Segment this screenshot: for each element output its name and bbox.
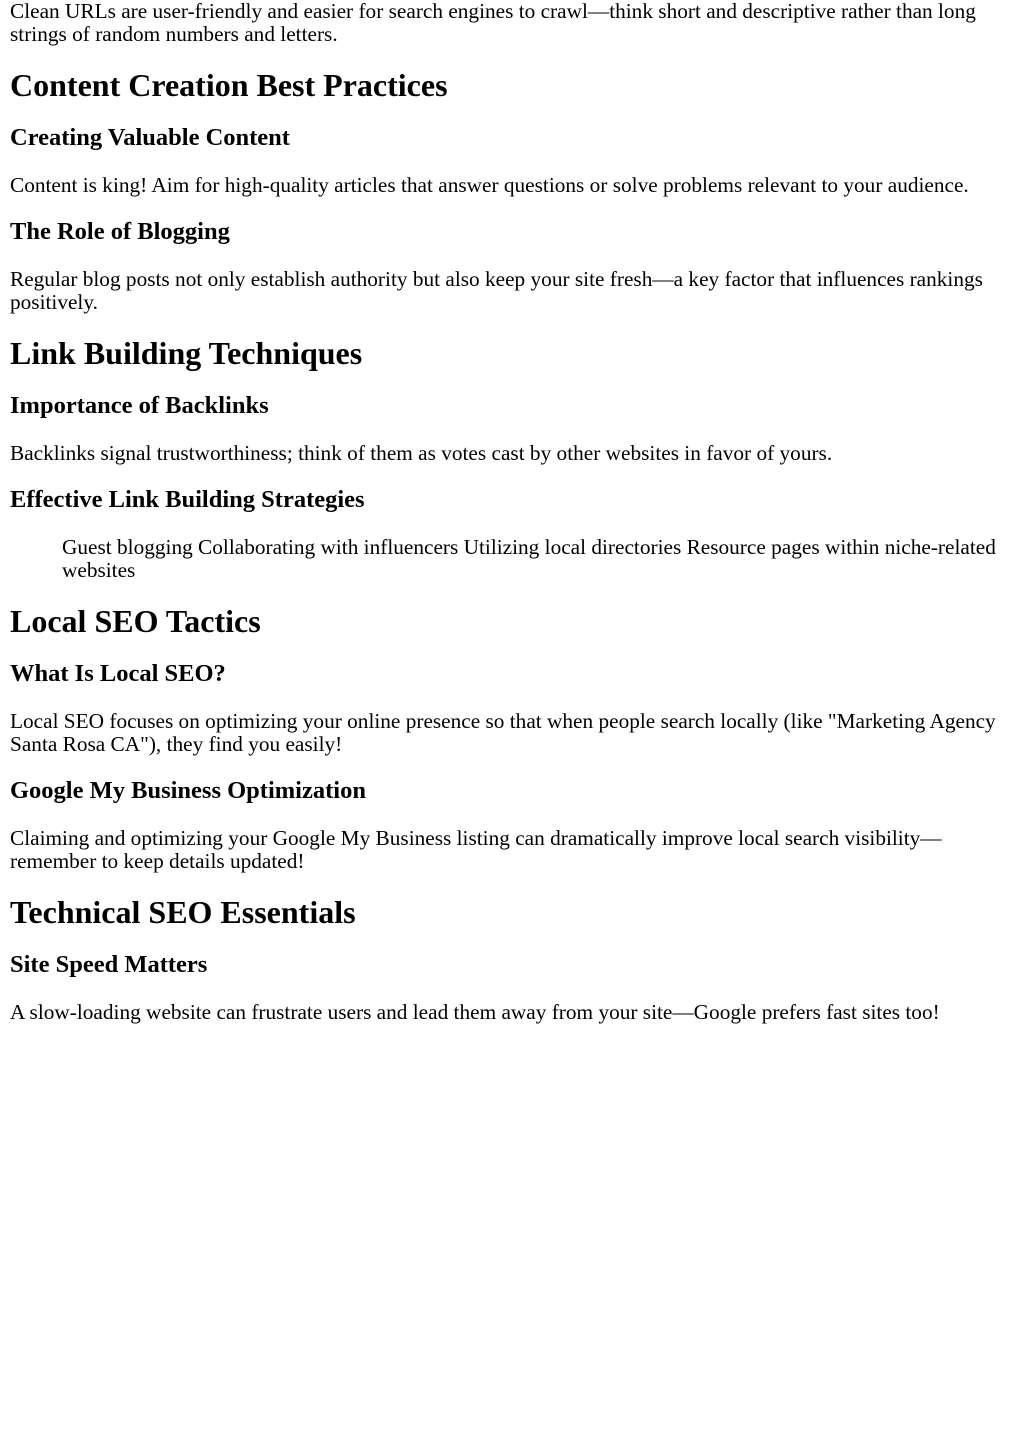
- subsection-heading-link-building-strategies: Effective Link Building Strategies: [10, 486, 365, 513]
- paragraph-creating-valuable-content: Content is king! Aim for high-quality articles that answer questions or solve problems relevant to your audience.: [10, 173, 969, 197]
- subsection-heading-google-my-business: Google My Business Optimization: [10, 777, 366, 804]
- section-heading-link-building: Link Building Techniques: [10, 335, 363, 371]
- subsection-heading-role-of-blogging: The Role of Blogging: [10, 218, 230, 245]
- strategies-blockquote: Guest blogging Collaborating with influencers Utilizing local directories Resource pages within niche-related websites: [62, 535, 996, 582]
- subsection-heading-importance-of-backlinks: Importance of Backlinks: [10, 392, 269, 419]
- section-heading-content-creation: Content Creation Best Practices: [10, 67, 448, 103]
- paragraph-google-my-business: Claiming and optimizing your Google My Business listing can dramatically improve local search visibility—remember to keep details updated!: [10, 826, 942, 873]
- subsection-heading-what-is-local-seo: What Is Local SEO?: [10, 660, 226, 687]
- paragraph-importance-of-backlinks: Backlinks signal trustworthiness; think of them as votes cast by other websites in favor of yours.: [10, 441, 833, 465]
- paragraph-site-speed: A slow-loading website can frustrate users and lead them away from your site—Google prefers fast sites too!: [10, 1000, 940, 1024]
- paragraph-what-is-local-seo: Local SEO focuses on optimizing your online presence so that when people search locally (like "Marketing Agency Santa Rosa CA"), they find you easily!: [10, 709, 996, 756]
- subsection-heading-site-speed: Site Speed Matters: [10, 951, 208, 978]
- subsection-heading-creating-valuable-content: Creating Valuable Content: [10, 124, 290, 151]
- section-heading-technical-seo: Technical SEO Essentials: [10, 894, 356, 930]
- intro-paragraph: Clean URLs are user-friendly and easier for search engines to crawl—think short and descriptive rather than long strings of random numbers and letters.: [10, 0, 976, 46]
- section-heading-local-seo: Local SEO Tactics: [10, 603, 261, 639]
- paragraph-role-of-blogging: Regular blog posts not only establish authority but also keep your site fresh—a key factor that influences rankings positively.: [10, 267, 983, 314]
